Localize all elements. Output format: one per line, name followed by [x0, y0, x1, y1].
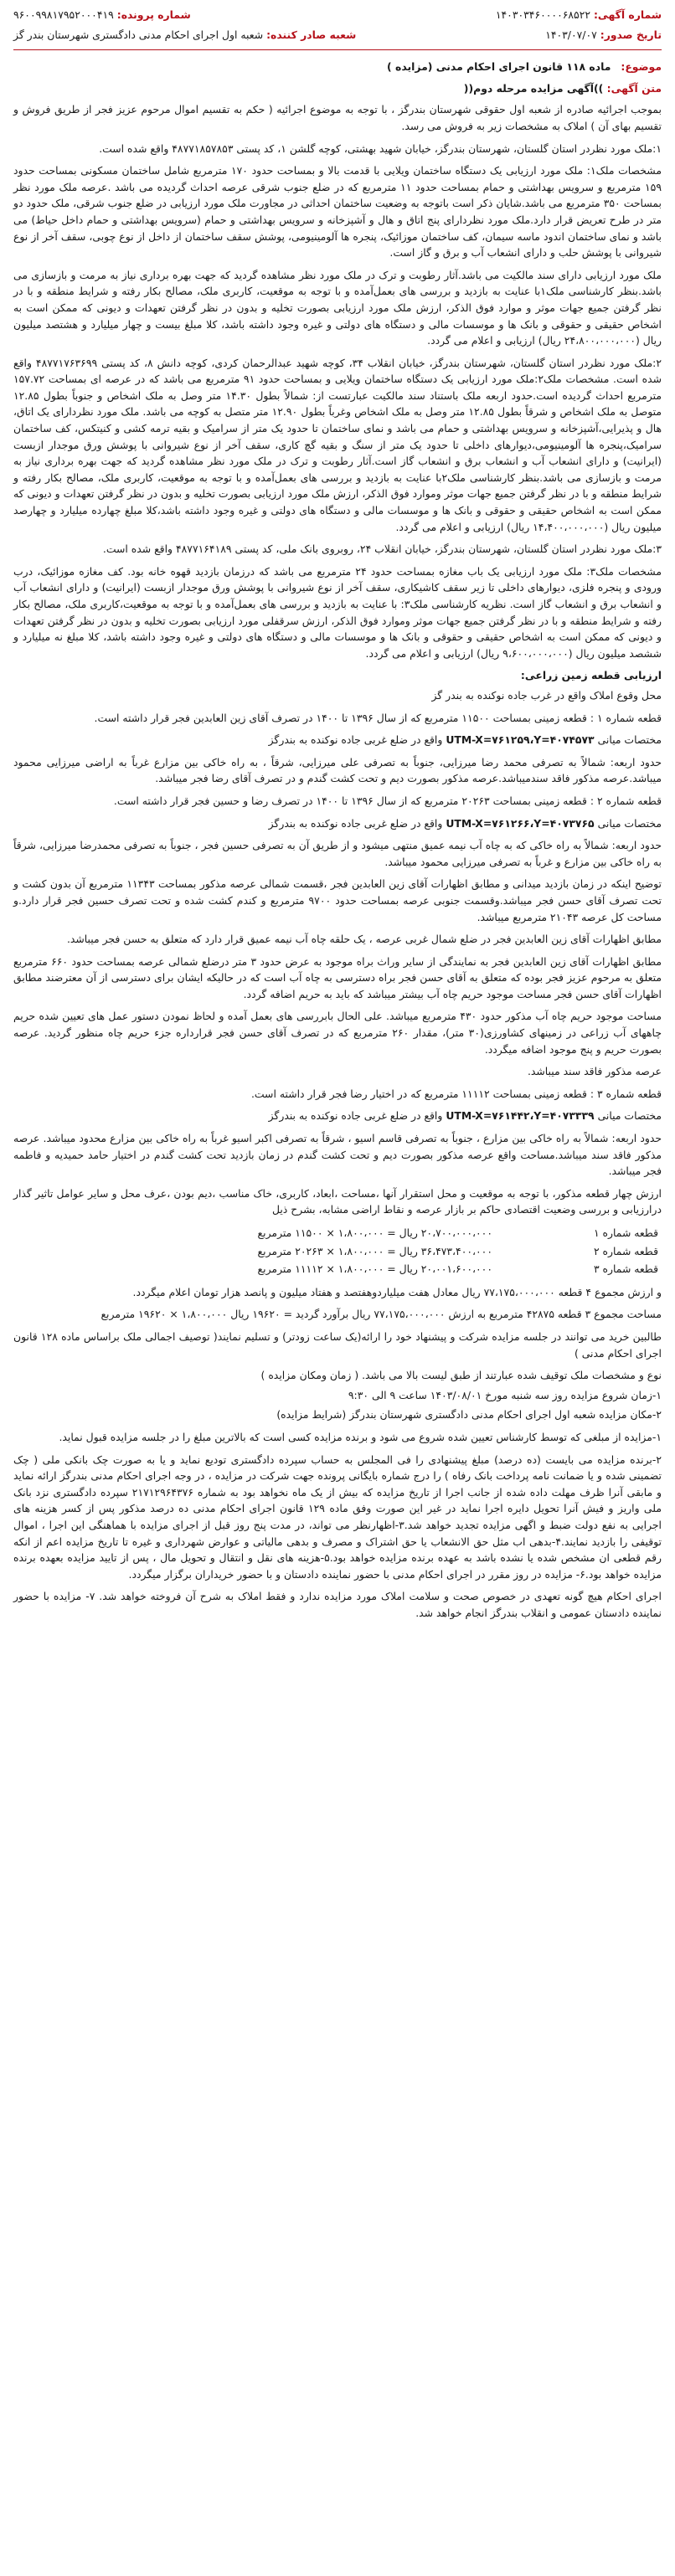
plot-3-desc: قطعه شماره ۳ : قطعه زمینی بمساحت ۱۱۱۱۲ مترمربع که در اختیار رضا فجر قرار داشته است. [250, 1087, 662, 1100]
price-row [13, 1224, 662, 1242]
plot-1-coord-suffix: واقع در ضلع غربی جاده نوکنده به بندرگز [268, 733, 443, 747]
plot-1-coord-line [13, 732, 662, 748]
issuer: شعبه اول اجرای احکام مدنی دادگستری شهرستان بندر گز [13, 28, 264, 41]
price-row-name: قطعه شماره ۳ [593, 1262, 658, 1276]
plot-2-note-4: مساحت موجود حریم چاه آب مذکور حدود ۴۳۰ مترمربع میباشد. علی الحال بابررسی های بعمل آمده و لحاظ نمودن دستور عمل های تعیین شده حریم چاههای آب زراعی در زمینهای کشاورزی(۳۰ متر)، مقدار ۲۶۰ مترمربع که در تصرف آقای حسن فجر قرارداره جزء حریم چاه منظور گردید. عرصه بصورت حریم و پنج موجود اضافه میگردد. [13, 1010, 662, 1056]
subject-line [13, 59, 662, 75]
price-row-formula: ۳۶،۴۷۳،۴۰۰،۰۰۰ ریال = ۱،۸۰۰،۰۰۰ × ۲۰۲۶۳ مترمربع [257, 1244, 492, 1257]
subject-label: موضوع: [621, 60, 662, 74]
auction-place: ۲-مکان مزایده شعبه اول اجرای احکام مدنی دادگستری شهرستان بندرگز (شرایط مزایده) [276, 1408, 662, 1422]
plot-price-table [13, 1224, 662, 1278]
issue-date: ۱۴۰۳/۰۷/۰۷ [545, 28, 597, 41]
plot-3-coord-line [13, 1108, 662, 1124]
auction-time: ۱-زمان شروع مزایده روز سه شنبه مورخ ۱۴۰۳/۰۸/۰۱ ساعت ۹ الی ۹:۳۰ [348, 1388, 662, 1401]
price-row-name: قطعه شماره ۱ [593, 1226, 658, 1239]
notice-header [13, 7, 662, 43]
condition-1: ۱-مزایده از مبلغی که توسط کارشناس تعیین شده شروع می شود و برنده مزایده کسی است که بالاترین مبلغ را در جلسه مزایده قبول نماید. [59, 1430, 662, 1443]
land-location: محل وقوع املاک واقع در غرب جاده نوکنده به بندر گز [431, 688, 662, 702]
plot-2-coord: UTM-X=۷۶۱۲۶۶،Y=۴۰۷۳۷۶۵ [446, 816, 595, 830]
header-divider [13, 49, 662, 50]
price-row-formula: ۲۰،۷۰۰،۰۰۰،۰۰۰ ریال = ۱،۸۰۰،۰۰۰ × ۱۱۵۰۰ مترمربع [257, 1226, 492, 1239]
case-number: ۹۶۰۰۹۹۸۱۷۹۵۲۰۰۰۴۱۹ [13, 8, 114, 21]
plot-2-note-5: عرصه مذکور فاقد سند میباشد. [527, 1065, 662, 1078]
ad-text-heading: ))آگهی مزایده مرحله دوم(( [463, 81, 604, 95]
total-area-line: مساحت مجموع ۳ قطعه ۴۲۸۷۵ مترمربع به ارزش ۷۷،۱۷۵،۰۰۰،۰۰۰ ریال برآورد گردید = ۱۹۶۲۰ ریال ۱،۸۰۰،۰۰۰ × ۱۹۶۲۰ مترمربع [100, 1308, 662, 1321]
plot-2-bounds: حدود اربعه: شمالاً به راه خاکی که به چاه آب نیمه عمیق منتهی میشود و از طریق آن به تصرفی حسین فجر ، جنوباً به تصرفی محمدرضا میرزایی، شرقاً به راه خاکی بین مزارع و غرباً به تصرفی میرزایی محمود میباشد. [13, 839, 662, 868]
property-3-location: ۳:ملک مورد نظردر استان گلستان، شهرستان بندرگز، خیابان انقلاب ۲۴، روبروی بانک ملی، کد پستی ۴۸۷۷۱۶۴۱۸۹ واقع شده است. [102, 542, 662, 556]
issuer-label: شعبه صادر کننده: [266, 28, 357, 41]
plot-1-coord: UTM-X=۷۶۱۲۵۹،Y=۴۰۷۴۵۷۳ [446, 733, 595, 747]
price-row [13, 1260, 662, 1278]
ad-text-title [13, 80, 662, 97]
price-row-formula: ۲۰،۰۰۱،۶۰۰،۰۰۰ ریال = ۱،۸۰۰،۰۰۰ × ۱۱۱۱۲ مترمربع [257, 1262, 492, 1276]
plot-2-note-2: مطابق اظهارات آقای زین العابدین فجر در ضلع شمال غربی عرصه ، یک حلقه چاه آب نیمه عمیق قرار دارد که متعلق به حسن فجر میباشد. [66, 933, 662, 946]
plot-2-desc: قطعه شماره ۲ : قطعه زمینی بمساحت ۲۰۲۶۳ مترمربع که از سال ۱۳۹۶ تا ۱۴۰۰ در تصرف رضا و حسین فجر قرار داشته است. [113, 794, 662, 807]
plot-2-coord-line [13, 815, 662, 832]
plot-2-coord-suffix: واقع در ضلع غربی جاده نوکنده به بندرگز [268, 816, 443, 830]
property-2-details: ۲:ملک مورد نظردر استان گلستان، شهرستان بندرگز، خیابان انقلاب ۳۴، کوچه شهید عبدالرحمان کردی، کوچه دانش ۸، کد پستی ۴۸۷۷۱۷۶۳۶۹۹ واقع شده است. مشخصات ملک۲:ملک مورد ارزیابی یک دستگاه ساختمان ویلایی و بمساحت حدود ۹۱ مترمربع می باشد که در عرصه ای بمساحت ۱۵۷.۷۲ مترمربع احداث گردیده است.حدود اربعه ملک باستناد سند مالکیت عبارتست از: شمالاً بطول ۱۴.۳۰ متر وصل به ملک اشخاص و جنوباً بطول ۱۲.۸۵ متوصل به ملک اشخاص و شرقاً بطول ۱۲.۸۵ متر وصل به ملک اشخاص وغرباً بطول ۱۲.۹۰ متر متصل به کوچه می باشد. ملک مورد نظردارای یک اتاق، هال و پذیرایی،آشپزخانه و سرویس بهداشتی و حمام می باشد و نمای ساختمان تا حدود یک متر از سرامیک و بقیه ترمه کشی و کنیتکس، کف ساختمان سرامیک،پنجره ها آلومینیومی،دیوارهای داخلی تا حدود یک متر از سنگ و بقیه گچ کاری، سقف آخر از نوع شیروانی با پوشش ورق موجدار ازبست (ایرانیت) و دارای انشعاب آب و انشعاب برق و انشعاب گاز است.آثار رطوبت و ترک در ملک مورد نظر مشاهده گردید که جهت بهره برداری نیاز به مرمت و بازسازی می باشد.بنظر کارشناسی ملک۲با عنایت به بازدید و بررسی های بعمل‌آمده و با توجه به موقعیت، کاربری ملک، مصالح بکار رفته و شرایط منطقه و با در نظر گرفتن جمیع جهات موثر وموارد فوق الذکر، ارزش ملک مورد ارزیابی بصورت تخلیه و بدون در نظر گرفتن تعهدات و دیونی که ممکن است به اشخاص حقیقی و حقوقی و بانک ها و موسسات مالی و دستگاه های دولتی و غیره وجود داشته باشد،کلا مبلغ چهارده میلیارد و چهارصد میلیون ریال (۱۴،۴۰۰،۰۰۰،۰۰۰ ریال) ارزیابی و اعلام می گردد. [13, 356, 662, 533]
ad-number-label: شماره آگهی: [593, 8, 662, 21]
sale-line: نوع و مشخصات ملک توقیف شده عبارتند از طبق لیست بالا می باشد. ( زمان ومکان مزایده ) [260, 1369, 662, 1382]
ad-number-row [496, 7, 662, 23]
header-left-column [13, 7, 356, 43]
property-1-valuation: ملک مورد ارزیابی دارای سند مالکیت می باشد.آثار رطوبت و ترک در ملک مورد نظر مشاهده گردید که جهت بهره برداری نیاز به مرمت و بازسازی می باشد.بنظر کارشناسی ملک۱با عنایت به بازدید و بررسی های بعمل‌آمده و با توجه به موقعیت، کاربری ملک، مصالح بکار رفته و شرایط منطقه و با در نظر گرفتن جمیع جهات موثر و موارد فوق الذکر، ارزش ملک مورد ارزیابی بصورت تخلیه و بدون در نظر گرفتن تعهدات و دیونی که ممکن است به اشخاص حقیقی و حقوقی و بانک ها و موسسات مالی و دستگاه های دولتی و غیره وجود داشته باشد، کلا مبلغ بیست و چهار میلیارد و هشتصد میلیون ریال (۲۴،۸۰۰،۰۰۰،۰۰۰ ریال) ارزیابی و اعلام می گردد. [13, 268, 662, 347]
case-number-row [13, 7, 356, 23]
land-header: ارزیابی قطعه زمین زراعی: [520, 669, 662, 682]
plot-1-coord-prefix: مختصات میانی [597, 733, 662, 747]
plot-1-desc: قطعه شماره ۱ : قطعه زمینی بمساحت ۱۱۵۰۰ مترمربع که از سال ۱۳۹۶ تا ۱۴۰۰ در تصرف آقای زین العابدین فجر قرار داشته است. [94, 711, 662, 724]
plot-2-coord-prefix: مختصات میانی [597, 816, 662, 830]
issue-date-label: تاریخ صدور: [600, 28, 662, 41]
plot-3-coord-prefix: مختصات میانی [597, 1109, 662, 1123]
plot-3-coord-suffix: واقع در ضلع غربی جاده نوکنده به بندرگز [268, 1109, 443, 1123]
condition-2: ۲-برنده مزایده می بایست (ده درصد) مبلغ پیشنهادی را فی المجلس به حساب سپرده دادگستری تودیع نماید و یا به صورت چک بانکی ملی ( چک تضمینی شده و یا ضمانت نامه پرداخت بانک رفاه ) را درج شماره بایگانی پرونده جهت شرکت در مزایده ، در وجه اجرای احکام مدنی بندرگز ارائه نماید و مابقی آنرا ظرف مهلت داده شده از جانب اجرا از تاریخ مزایده که بیش از یک ماه نخواهد بود به شماره ۲۱۷۱۲۹۶۴۳۷۶ سپرده دادگستری نزد بانک ملی واریز و فیش آنرا تحویل دایره اجرا نماید در غیر این صورت وفق ماده ۱۲۹ قانون اجرای احکام مدنی ده درصد مذکور پس از کسر هزینه های اجرایی به نفع دولت ضبط و اگهی مزایده تجدید خواهد شد.۳-اظهارنظر می تواند، در مدت پنج روز قبل از اجرای مزایده با هماهنگی این اجرا ، اموال توقیفی را بازدید نمایند.۴-بدهی اب مثل حق الانشعاب یا حق اشتراک و مصرف و بدهی مالیاتی و عوارض شهرداری و غیره تا تاریخ مزایده اعم از انکه رقم قطعی ان مشخص شده یا نشده باشد به عهده برنده مزایده خواهد بود.۵-هزینه های نقل و انتقال و تحویل مال ، پس از تایید مزایده بعهده برنده مزایده خواهد بود.۶- مزایده در روز مقرر در اجرای احکام مدنی با حضور نماینده دادستان و با حضور خریداران برگزار میگردد. [13, 1453, 662, 1581]
property-1-details: مشخصات ملک۱: ملک مورد ارزیابی یک دستگاه ساختمان ویلایی با قدمت بالا و بمساحت حدود ۱۷۰ مترمربع شامل ساختمان مسکونی بمساحت حدود ۱۵۹ مترمربع و سرویس بهداشتی و حمام بمساحت حدود ۱۱ مترمربع که در ضلع جنوب شرقی عرصه احداث گردیده می باشد .عرصه ملک مورد نظر بمساحت ۳۵۰ مترمربع می باشد.شایان ذکر است باتوجه به وضعیت ساختمان احداثی در مجاورت ملک مورد ارزیابی در ضلع جنوب شرقی، ملک حدود دو متر در طرح تعریض قرار دارد.ملک مورد نظردارای پنج اتاق و هال و آشپزخانه و سرویس بهداشتی و حمام (سرویس بهداشتی و حمام داخل حیاط) می باشد و نمای ساختمان اندود ماسه سیمان، کف ساختمان موزائیک، پنجره ها آلومینیومی، پوشش سقف ساختمان از داخل از نوع چوبی، سقف آخر از نوع شیروانی با پوشش حلب و دارای انشعاب آب و برق و گاز است. [13, 164, 662, 260]
total-value-line: و ارزش مجموع ۴ قطعه ۷۷،۱۷۵،۰۰۰،۰۰۰ ریال معادل هفت میلیاردوهفتصد و هفتاد میلیون و پانصد هزار تومان اعلام میگردد. [132, 1285, 662, 1298]
plot-3-bounds: حدود اربعه: شمالاً به راه خاکی بین مزارع ، جنوباً به تصرفی قاسم اسیو ، شرقاً به تصرفی اکبر اسیو غرباً به راه خاکی بین مزارع محدود میباشد. عرصه مذکور فاقد سند میباشد.مساحت واقع عرصه مذکور بصورت دیم و تحت کشت گندم در زمان بازدید تحت کشت گندم در اختیار حامد حمیدیه و فاطمه فجر میباشد. [13, 1132, 662, 1178]
issue-date-row [496, 27, 662, 44]
header-right-column [496, 7, 662, 43]
bid-condition: طالبین خرید می توانند در جلسه مزایده شرکت و پیشنهاد خود را ارائه(یک ساعت زودتر) و تسلیم نمایند( توصیف اجمالی ملک براساس ماده ۱۲۸ قانون اجرای احکام مدنی ) [13, 1329, 662, 1360]
ad-text-label: متن آگهی: [606, 81, 662, 95]
property-1-location: ۱:ملک مورد نظردر استان گلستان، شهرستان بندرگز، خیابان شهید بهشتی، کوچه گلشن ۱، کد پستی ۴۸۷۷۱۸۵۷۸۵۳ واقع شده است. [99, 141, 662, 155]
condition-closing: اجرای احکام هیچ گونه تعهدی در خصوص صحت و سلامت املاک مورد مزایده ندارد و فقط املاک به شرح آن فروخته خواهد شد. ۷- مزایده با حضور نماینده دادستان عمومی و انقلاب بندرگز انجام خواهد شد. [13, 1590, 662, 1619]
issuer-row [13, 27, 356, 44]
price-row-name: قطعه شماره ۲ [593, 1244, 658, 1257]
intro-paragraph: بموجب اجرائیه صادره از شعبه اول حقوقی شهرستان بندرگز ، با توجه به موضوع اجرائیه ( حکم به تقسیم اموال مرحوم عزیز فجر از طریق فروش و تقسیم بهای آن ) املاک به مشخصات زیر به فروش می رسد. [13, 103, 662, 132]
case-number-label: شماره پرونده: [116, 8, 191, 21]
plots-valuation-intro: ارزش چهار قطعه مذکور، با توجه به موقعیت و محل استقرار آنها ،مساحت ،ابعاد، کاربری، خاک مناسب ،دیم بودن ،عرف محل و سایر عوامل تاثیر گذار درارزیابی و بررسی وضعیت اقتصادی حاکم بر بازار عرصه و نقاط اراضی مشابه، بشرح ذیل [13, 1186, 662, 1216]
plot-2-note-1: توضیح اینکه در زمان بازدید میدانی و مطابق اظهارات آقای زین العابدین فجر ،قسمت شمالی عرصه مذکور بمساحت ۱۱۳۴۳ مترمربع آن بدون کشت و تحت تصرف آقای حسن فجر میباشد.وقسمت جنوبی عرصه بمساحت حدود ۹۷۰۰ مترمربع و کندم کشت شده و تحت تصرف حسین فجر قرار دارد.و مساحت کل عرصه ۲۱۰۴۳ مترمربع میباشد. [13, 877, 662, 923]
property-3-details: مشخصات ملک۳: ملک مورد ارزیابی یک باب مغازه بمساحت حدود ۲۴ مترمربع می باشد که درزمان بازدید قهوه خانه بود. کف مغازه موزائیک، درب ورودی و پنجره فلزی، دیوارهای داخلی تا زیر سقف کاشیکاری، سقف آخر از نوع شیروانی با پوشش ورق موجدار ازبست (ایرانیت) و دارای انشعاب آب و انشعاب برق و انشعاب گاز است. نظریه کارشناسی ملک۳: با عنایت به بازدید و بررسی های بعمل‌آمده و با توجه به موقعیت،کاربری ملک، مصالح بکار رفته و شرایط منطقه و با در نظر گرفتن جمیع جهات موثر وموارد فوق الذکر، ارزش سرقفلی مورد ارزیابی بصورت تخلیه و بدون در نظر گرفتن تعهدات و دیونی که ممکن است به اشخاص حقیقی و حقوقی و بانک ها و موسسات مالی و دستگاه های دولتی و غیره وجود داشته باشد، کلا مبلغ نه میلیارد و ششصد میلیون ریال (۹،۶۰۰،۰۰۰،۰۰۰ ریال) ارزیابی و اعلام می گردد. [13, 564, 662, 660]
plot-3-coord: UTM-X=۷۶۱۴۴۲،Y=۴۰۷۳۳۳۹ [446, 1109, 595, 1123]
plot-1-bounds: حدود اربعه: شمالاً به تصرفی محمد رضا میرزایی، جنوباً به تصرفی علی میرزایی، شرقاً ، به راه خاکی بین مزارع غرباً به اراضی میرزایی محمود میباشد.عرصه مذکور فاقد سندمیباشد.عرصه مذکور بصورت دیم و تحت کشت گندم و در تصرف آقای رضا فجر میباشد. [13, 755, 662, 785]
plot-2-note-3: مطابق اظهارات آقای زین العابدین فجر به نمایندگی از سایر وراث براه موجود به عرض حدود ۳ متر درضلع شمالی عرصه بمساحت حدود ۶۶۰ مترمربع متعلق به مرحوم عزیز فجر بوده که متعلق به آقای حسن فجر براه دسترسی به چاه آب است که در حالیکه ایشان برای دسترسی از آن معترضند مطابق اظهارات آقای حسن فجر مساحت موجود حریم چاه آب بیشتر میباشد که باید به حریم اضافه گردد. [13, 954, 662, 1000]
ad-number: ۱۴۰۳۰۳۴۶۰۰۰۰۶۸۵۲۲ [495, 8, 591, 21]
price-row [13, 1242, 662, 1261]
subject-text: ماده ۱۱۸ قانون اجرای احکام مدنی (مزایده ) [387, 60, 611, 74]
